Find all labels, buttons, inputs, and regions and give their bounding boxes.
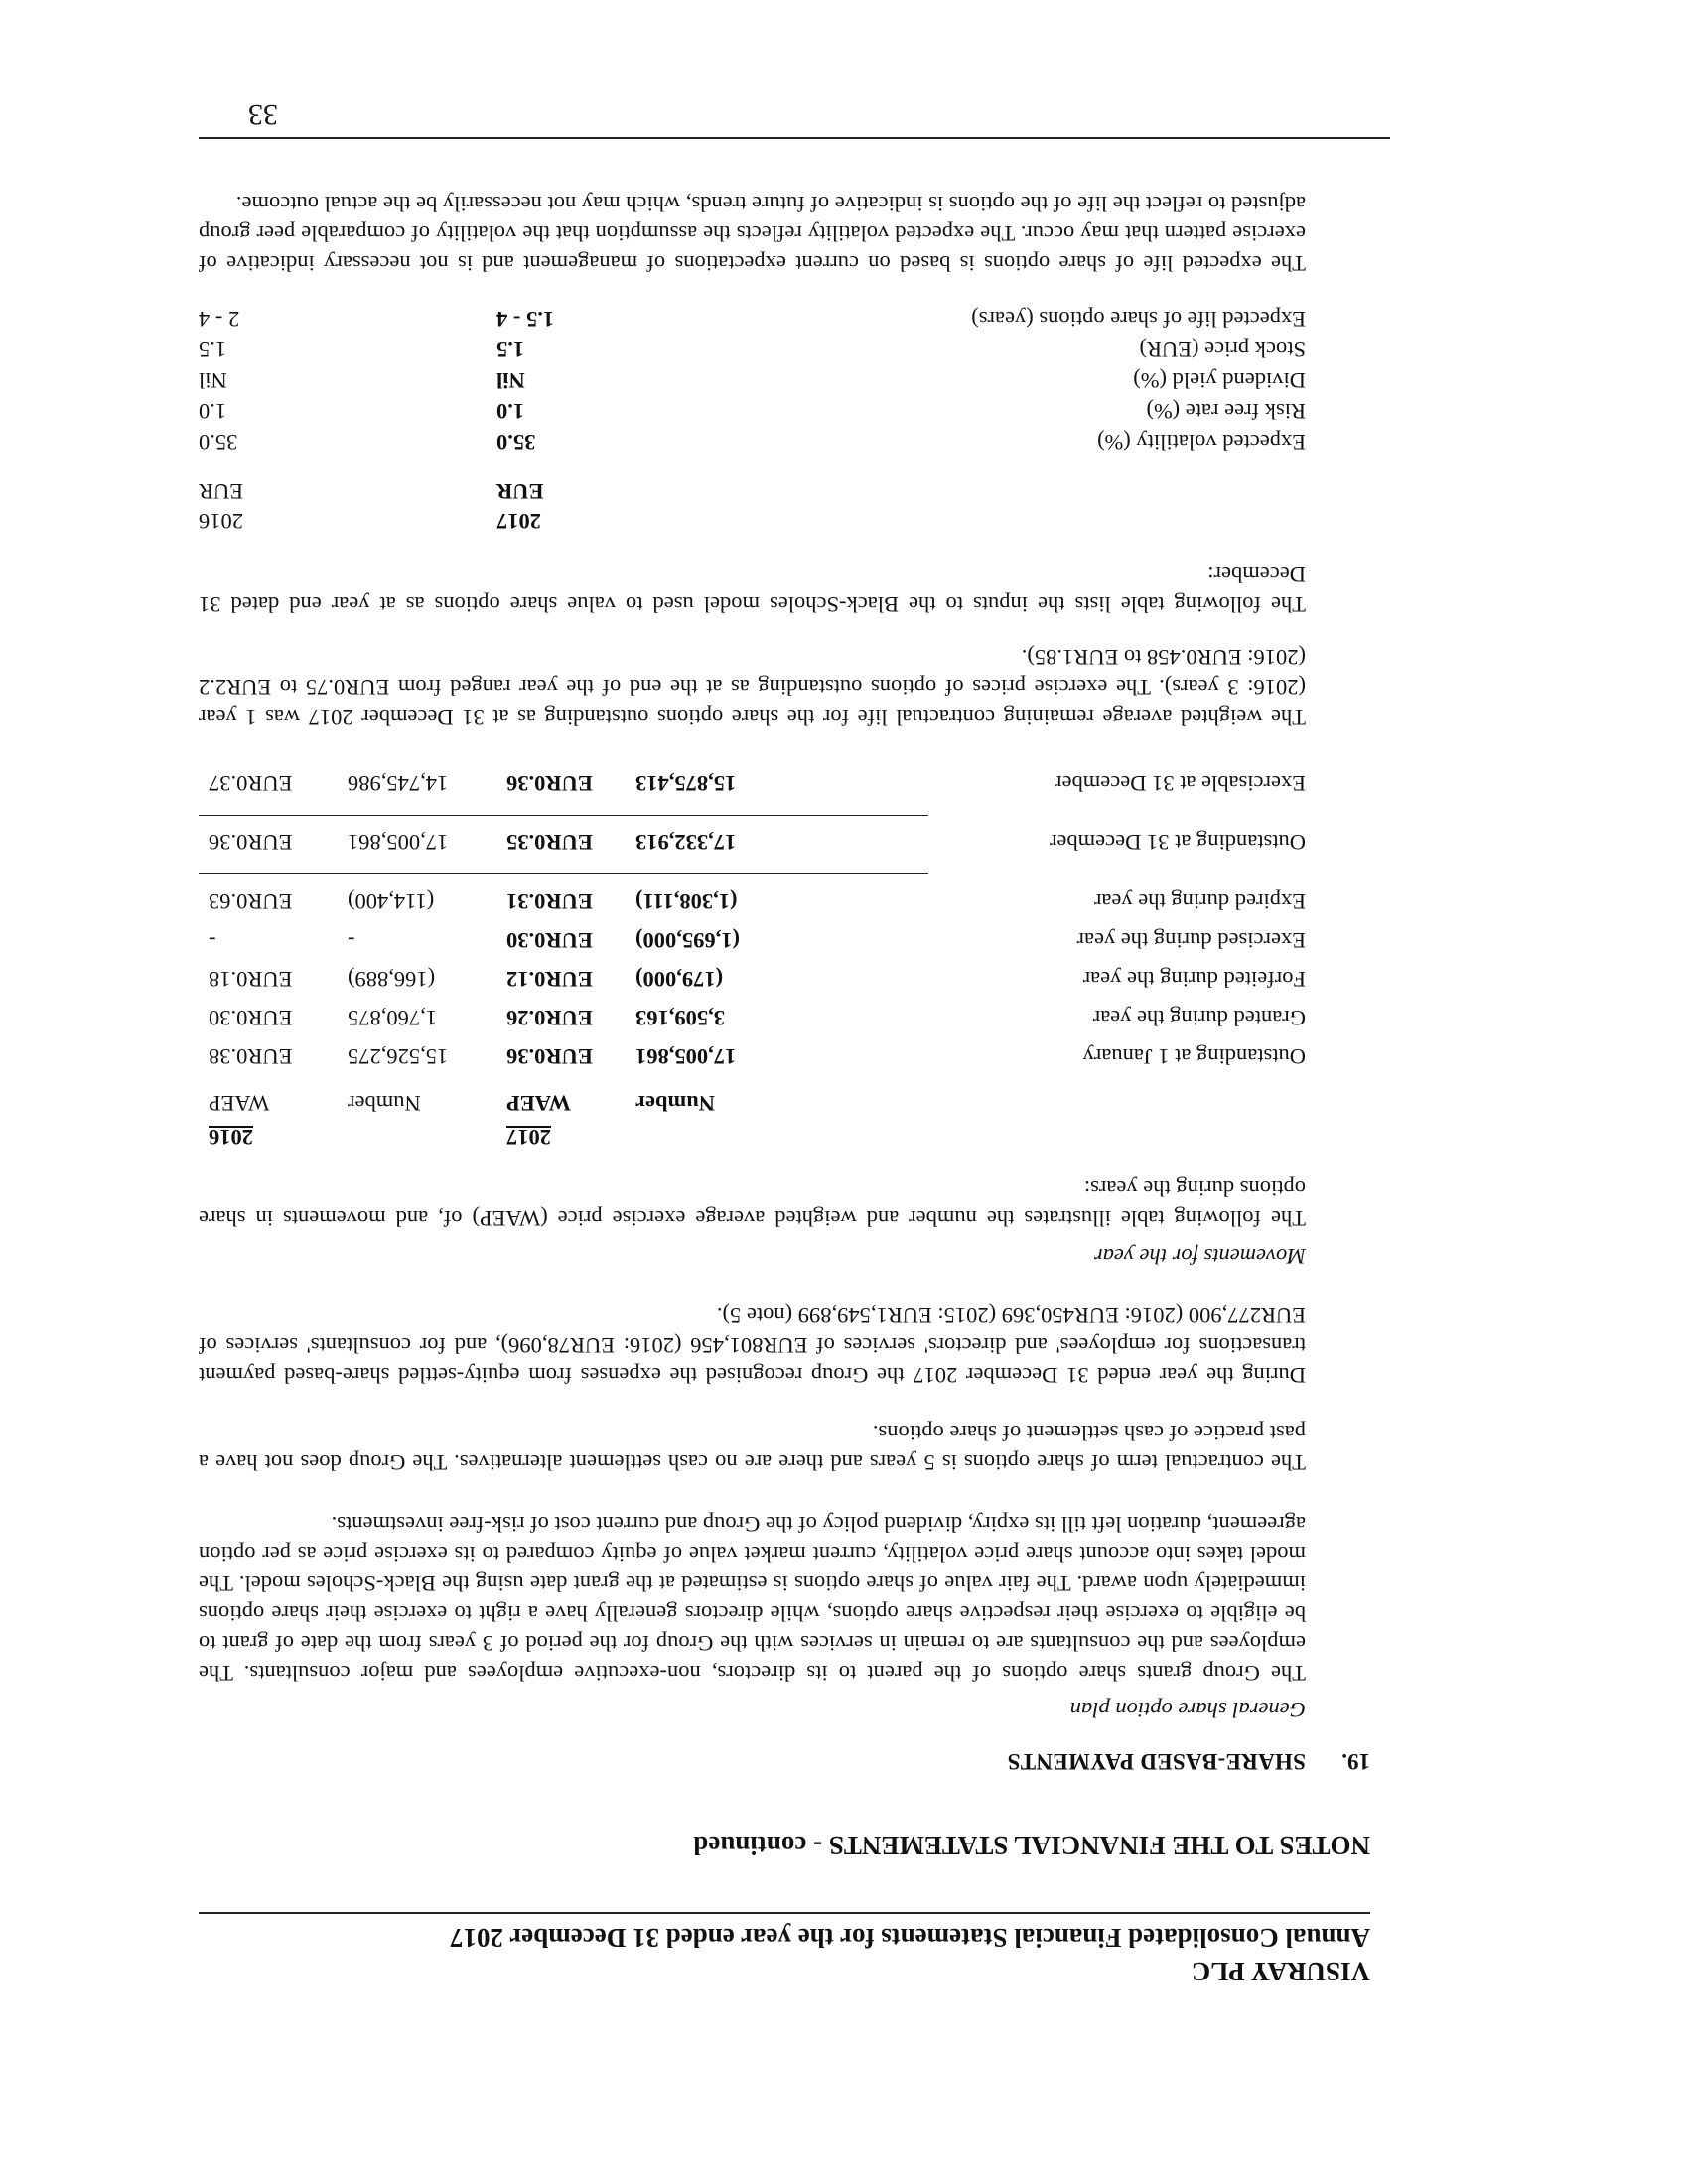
inputs-row-label: Expected life of share options (years) xyxy=(971,307,1306,332)
paragraph-inputs-intro: The following table lists the inputs to the Black-Scholes model used to value share options as at year end dated 31 December: xyxy=(199,562,1306,616)
paragraph-plan-description: The Group grants share options of the parent to its directors, non-executive employees and major consultants. The employees and the consultants are to remain in services with the Group for the period of 3 years from the date of grant to be eligible to exercise their respective share options, while directors generally have a right to exercise their share options immediately upon award. The fair value of share options is estimated at the grant date using the Black-Scholes model. The model takes into account share price volatility, current market value of equity compared to its exercise price as per option agreement, duration left till its expiry, dividend policy of the Group and current cost of risk-free investments. xyxy=(199,1512,1306,1686)
subheading-movements: Movements for the year xyxy=(1093,1244,1306,1269)
table-cell: EUR0.18 xyxy=(209,967,293,992)
table-cell: EUR0.35 xyxy=(506,830,593,855)
paragraph-remaining-life: The weighted average remaining contractual life for the share options outstanding as at 31 December 2017 was 1 year (2016: 3 years). The exercise prices of options outstanding as at the end of the year ranged from EUR0.75 to EUR2.2 (2016: EUR0.458 to EUR1.85). xyxy=(199,645,1306,730)
company-name: VISURAY PLC xyxy=(1191,1957,1370,1986)
inputs-cell: 1.0 xyxy=(496,399,525,424)
table-cell: 17,005,861 xyxy=(635,1044,737,1069)
paragraph-expected-life: The expected life of share options is based on current expectations of management and is not necessary indicative of exercise pattern that may occur. The expected volatility reflects the assumption that the volatility of comparable peer group adjusted to reflect the life of the options is indicative of future trends, which may not necessarily be the actual outcome. xyxy=(199,192,1306,276)
header-waep-2016: WAEP xyxy=(209,1091,270,1116)
table-cell: EUR0.26 xyxy=(506,1006,593,1030)
header-rule xyxy=(199,1912,1370,1914)
table-cell: EUR0.36 xyxy=(209,830,293,855)
table-cell: EUR0.31 xyxy=(506,889,593,914)
report-subtitle: Annual Consolidated Financial Statements for the year ended 31 December 2017 xyxy=(450,1923,1370,1953)
header-number-2017: Number xyxy=(635,1091,715,1116)
table-cell: (166,889) xyxy=(348,967,436,992)
inputs-unit-2016: EUR xyxy=(199,479,243,504)
table-cell: EUR0.30 xyxy=(209,1006,293,1030)
notes-title: NOTES TO THE FINANCIAL STATEMENTS - continued xyxy=(693,1831,1370,1860)
table-row-label: Expired during the year xyxy=(1093,889,1306,914)
page-number: 33 xyxy=(248,98,278,131)
section-number: 19. xyxy=(1341,1749,1370,1774)
inputs-row-label: Expected volatility (%) xyxy=(1097,430,1306,455)
table-cell: EUR0.36 xyxy=(506,1044,593,1069)
table-row-label: Exercised during the year xyxy=(1076,928,1306,953)
table-cell: EUR0.37 xyxy=(209,771,293,796)
table-cell: (179,000) xyxy=(635,967,724,992)
table-rule xyxy=(199,873,928,874)
inputs-row-label: Stock price (EUR) xyxy=(1139,338,1306,362)
table-cell: EUR0.30 xyxy=(506,928,593,953)
section-title: SHARE-BASED PAYMENTS xyxy=(1007,1749,1306,1774)
table-cell: EUR0.36 xyxy=(506,771,593,796)
inputs-cell: 35.0 xyxy=(199,430,238,455)
paragraph-contractual-term: The contractual term of share options is 5 years and there are no cash settlement alternatives. The Group does not have a past practice of cash settlement of share options. xyxy=(199,1421,1306,1475)
table-rule xyxy=(199,815,928,816)
inputs-row-label: Dividend yield (%) xyxy=(1133,368,1306,393)
header-number-2016: Number xyxy=(348,1091,421,1116)
paragraph-expenses: During the year ended 31 December 2017 the Group recognised the expenses from equity-settled share-based payment transactions for employees' and directors' services of EUR801,456 (2016: EUR78,096), and for consultants' services of EUR277,900 (2016: EUR450,369 (2015: EUR1,549,899 (note 5). xyxy=(199,1303,1306,1388)
header-year-2016: 2016 xyxy=(209,1125,253,1150)
table-row-label: Exercisable at 31 December xyxy=(1055,771,1306,796)
inputs-cell: 35.0 xyxy=(496,430,536,455)
table-cell: - xyxy=(209,928,216,953)
table-row-label: Outstanding at 1 January xyxy=(1082,1044,1306,1069)
table-row-label: Forfeited during the year xyxy=(1082,967,1306,992)
inputs-cell: 1.0 xyxy=(199,399,227,424)
inputs-cell: 2 - 4 xyxy=(199,307,240,332)
table-cell: 14,745,986 xyxy=(348,771,449,796)
inputs-cell: 1.5 xyxy=(496,338,525,362)
table-cell: (114,400) xyxy=(348,889,435,914)
inputs-cell: Nil xyxy=(496,368,525,393)
table-row-label: Outstanding at 31 December xyxy=(1049,830,1306,855)
table-cell: 1,760,875 xyxy=(348,1006,437,1030)
footer-rule xyxy=(199,137,1390,139)
table-cell: 17,332,913 xyxy=(635,830,737,855)
table-cell: EUR0.12 xyxy=(506,967,593,992)
paragraph-movements-intro: The following table illustrates the number and weighted average exercise price (WAEP) of, and movements in share options during the years: xyxy=(199,1176,1306,1231)
table-cell: 15,875,413 xyxy=(635,771,737,796)
inputs-unit-2017: EUR xyxy=(496,479,544,504)
table-cell: (1,308,111) xyxy=(635,889,738,914)
inputs-row-label: Risk free rate (%) xyxy=(1146,399,1306,424)
inputs-header-year-2017: 2017 xyxy=(496,509,541,534)
table-cell: 15,526,275 xyxy=(348,1044,449,1069)
header-year-2017: 2017 xyxy=(506,1125,551,1150)
table-cell: EUR0.38 xyxy=(209,1044,293,1069)
table-cell: EUR0.63 xyxy=(209,889,293,914)
inputs-cell: Nil xyxy=(199,368,227,393)
subheading-general-plan: General share option plan xyxy=(1069,1698,1306,1722)
table-cell: 17,005,861 xyxy=(348,830,449,855)
inputs-cell: 1.5 xyxy=(199,338,227,362)
table-cell: - xyxy=(348,928,355,953)
header-waep-2017: WAEP xyxy=(506,1091,572,1116)
inputs-cell: 1.5 - 4 xyxy=(496,307,555,332)
table-row-label: Granted during the year xyxy=(1092,1006,1306,1030)
table-cell: (1,695,000) xyxy=(635,928,740,953)
table-cell: 3,509,163 xyxy=(635,1006,725,1030)
inputs-header-year-2016: 2016 xyxy=(199,509,243,534)
